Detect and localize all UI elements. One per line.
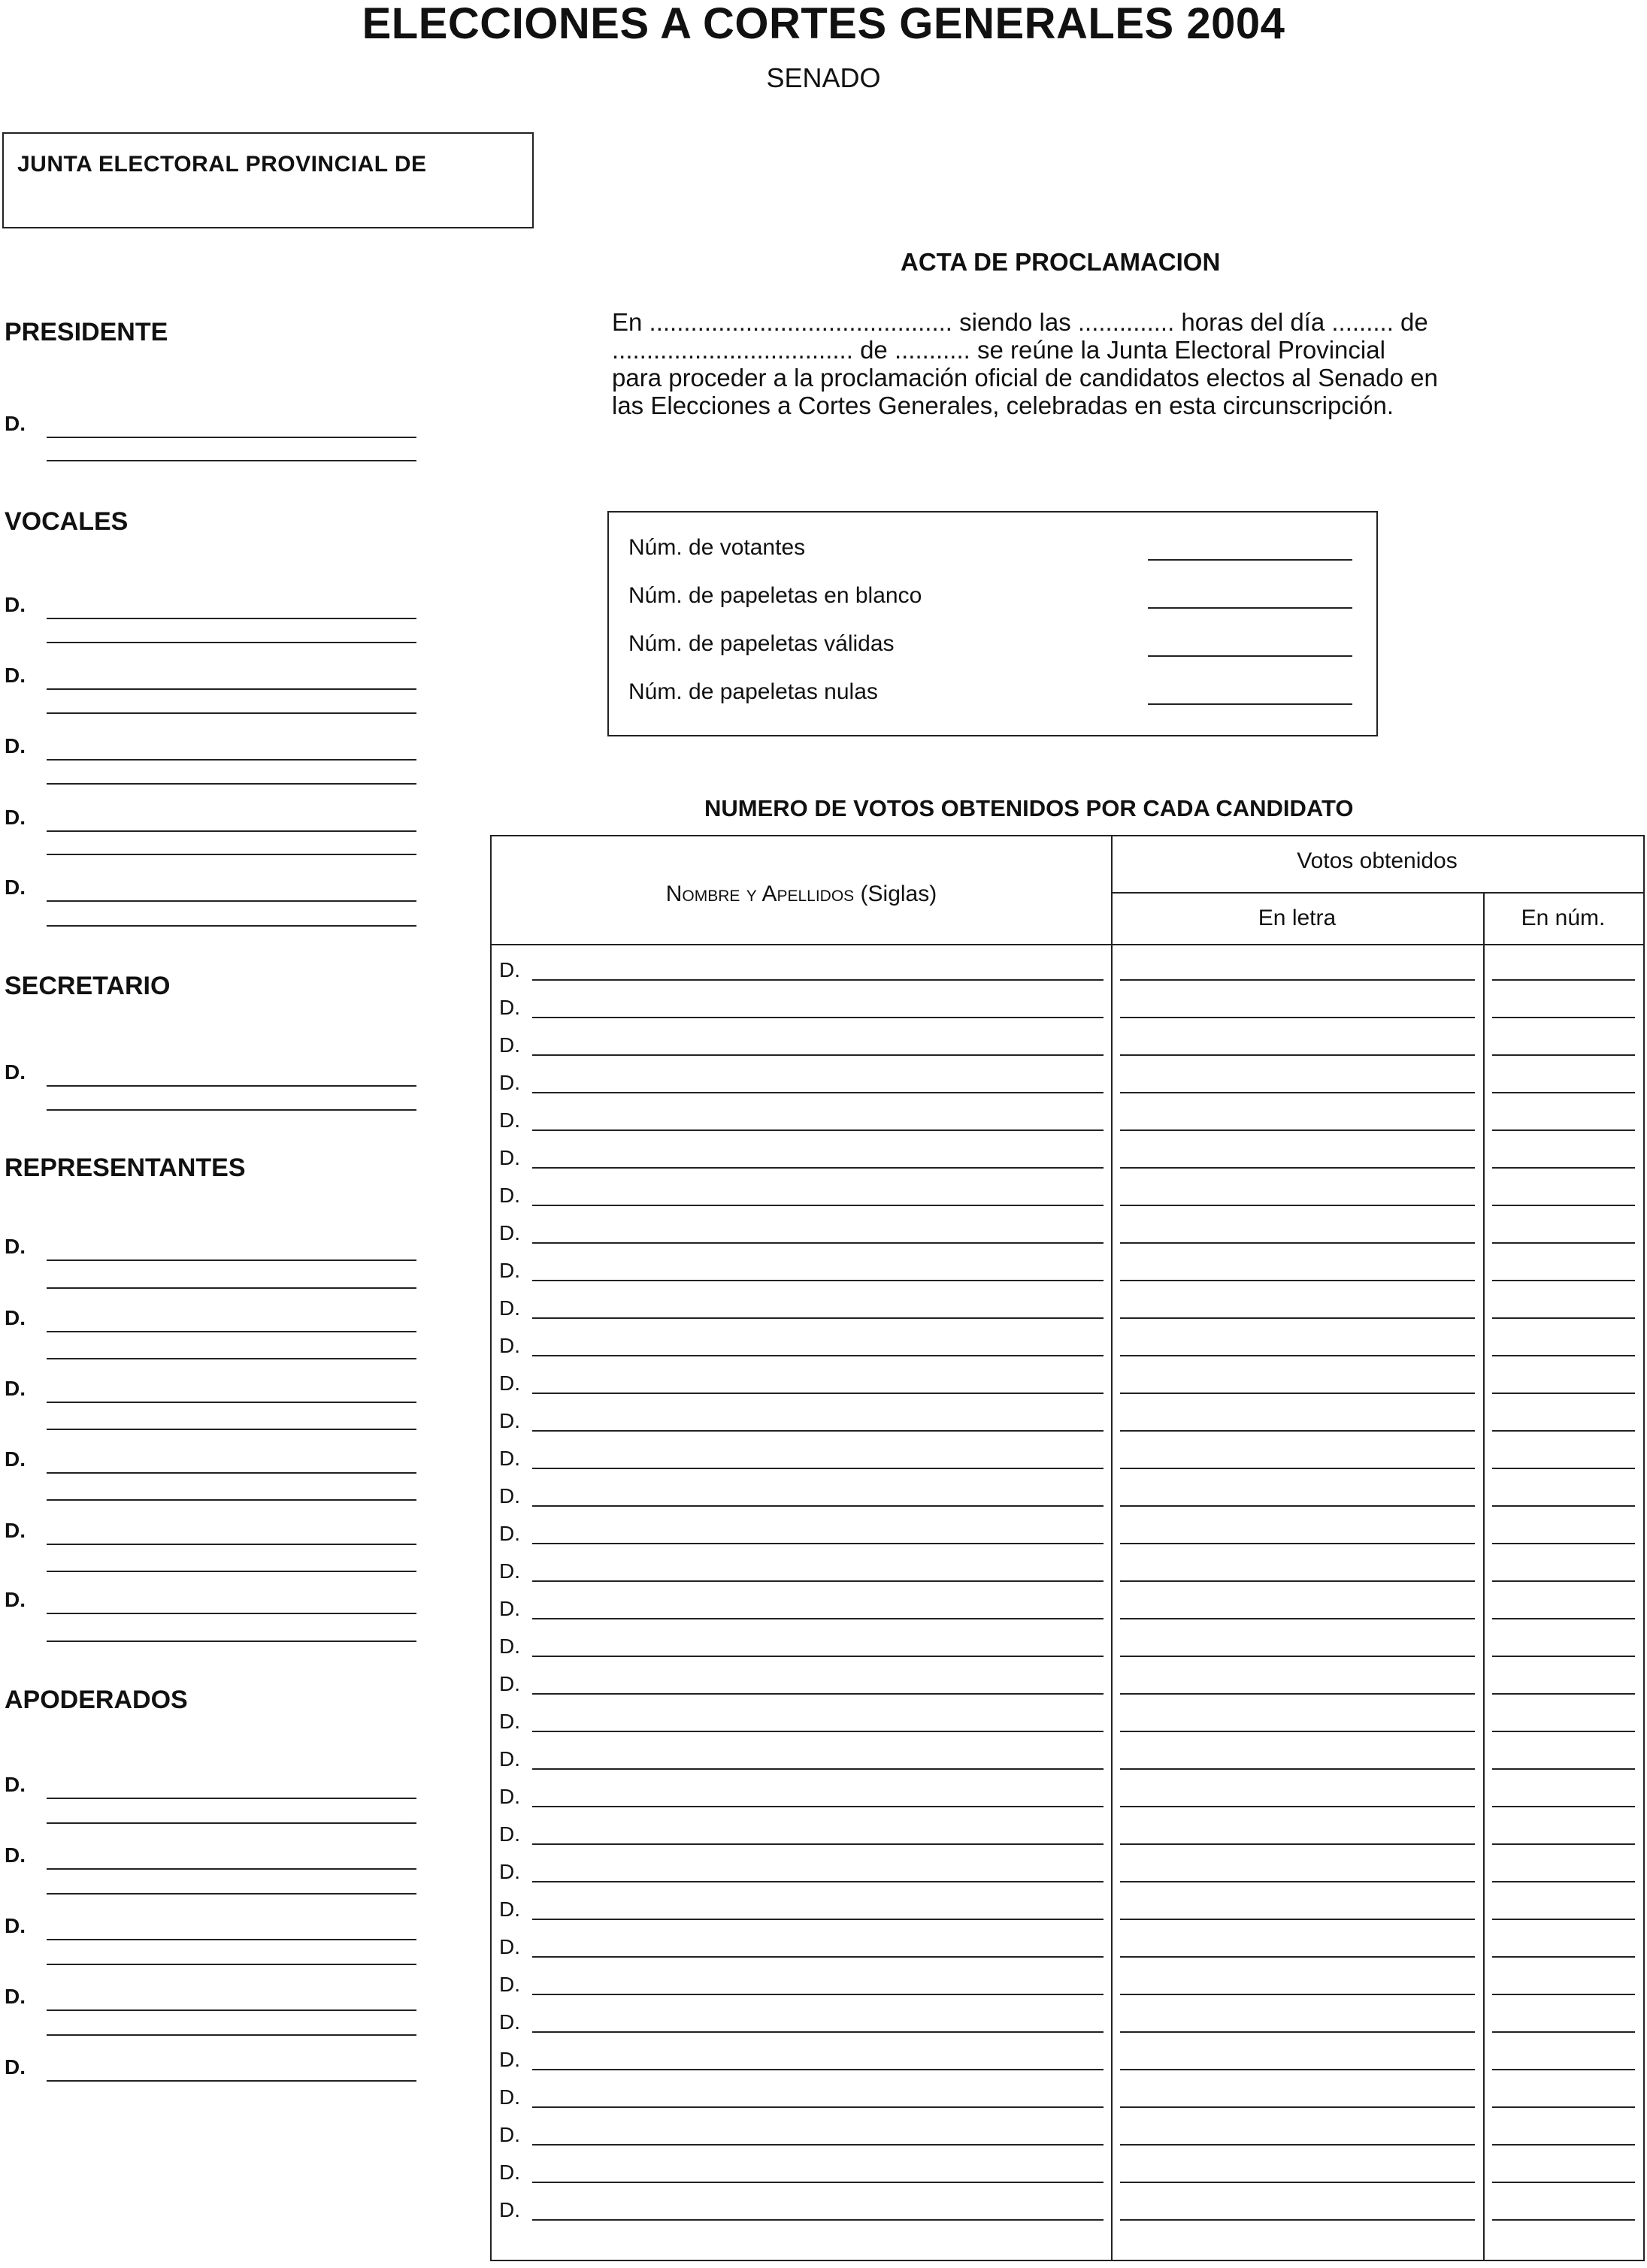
section-secretario: SECRETARIO <box>5 972 171 1000</box>
header-divider <box>1111 892 1643 894</box>
votes-letter-field[interactable] <box>1120 1656 1475 1657</box>
candidate-name-field[interactable] <box>532 1806 1104 1807</box>
header-nombre <box>492 881 1111 907</box>
junta-label: JUNTA ELECTORAL PROVINCIAL DE <box>17 152 427 177</box>
votes-letter-field[interactable] <box>1120 1806 1475 1807</box>
votes-number-field[interactable] <box>1492 1656 1635 1657</box>
votes-letter-field[interactable] <box>1120 2144 1475 2146</box>
candidate-prefix: D. <box>499 1597 520 1620</box>
candidate-prefix: D. <box>499 1259 520 1282</box>
votes-number-field[interactable] <box>1492 1994 1635 1995</box>
signature-prefix: D. <box>5 1843 26 1867</box>
header-en-letra: En letra <box>1258 906 1337 930</box>
candidate-name-field[interactable] <box>532 1881 1104 1882</box>
votes-letter-field[interactable] <box>1120 1167 1475 1169</box>
votes-letter-field[interactable] <box>1120 2069 1475 2070</box>
candidate-prefix: D. <box>499 1146 520 1169</box>
candidate-name-field[interactable] <box>532 1167 1104 1169</box>
candidate-name-field[interactable] <box>532 1280 1104 1281</box>
candidate-prefix: D. <box>499 1071 520 1094</box>
candidate-name-field[interactable] <box>532 1092 1104 1093</box>
candidate-name-field[interactable] <box>532 2182 1104 2183</box>
signature-line[interactable] <box>47 618 416 619</box>
signature-line[interactable] <box>47 1402 416 1403</box>
signature-line[interactable] <box>47 1798 416 1799</box>
section-presidente: PRESIDENTE <box>5 318 168 346</box>
votes-title: NUMERO DE VOTOS OBTENIDOS POR CADA CANDIDATO <box>704 795 1354 821</box>
votes-number-field[interactable] <box>1492 2106 1635 2108</box>
candidate-name-field[interactable] <box>532 1468 1104 1469</box>
signature-line[interactable] <box>47 642 416 643</box>
votes-number-field[interactable] <box>1492 2219 1635 2221</box>
candidate-prefix: D. <box>499 2085 520 2109</box>
votes-number-field[interactable] <box>1492 1167 1635 1169</box>
stat-field-blanco[interactable] <box>1148 607 1352 609</box>
header-en-num: En núm. <box>1521 906 1606 930</box>
signature-prefix: D. <box>5 1306 26 1329</box>
signature-prefix: D. <box>5 1985 26 2008</box>
candidate-name-field[interactable] <box>532 2144 1104 2146</box>
acta-line: En ............................................ siendo las .............. horas del día ......... de <box>612 308 1428 336</box>
votes-number-field[interactable] <box>1492 1393 1635 1394</box>
votes-number-field[interactable] <box>1492 2182 1635 2183</box>
stat-field-votantes[interactable] <box>1148 559 1352 561</box>
votes-number-field[interactable] <box>1492 1919 1635 1920</box>
header-divider <box>492 944 1643 945</box>
votes-letter-field[interactable] <box>1120 1468 1475 1469</box>
votes-letter-field[interactable] <box>1120 1430 1475 1432</box>
votes-letter-field[interactable] <box>1120 2106 1475 2108</box>
votes-letter-field[interactable] <box>1120 1017 1475 1018</box>
signature-prefix: D. <box>5 734 26 758</box>
acta-line: ................................... de ........... se reúne la Junta Electoral Provincial <box>612 336 1385 364</box>
votes-number-field[interactable] <box>1492 1580 1635 1582</box>
votes-table <box>490 835 1645 2261</box>
votes-number-field[interactable] <box>1492 1205 1635 1206</box>
signature-prefix: D. <box>5 806 26 829</box>
votes-number-field[interactable] <box>1492 1317 1635 1319</box>
candidate-name-field[interactable] <box>532 1393 1104 1394</box>
candidate-prefix: D. <box>499 1672 520 1695</box>
candidate-prefix: D. <box>499 1822 520 1846</box>
signature-prefix: D. <box>5 1773 26 1796</box>
signature-line[interactable] <box>47 2080 416 2082</box>
candidate-name-field[interactable] <box>532 2219 1104 2221</box>
votes-letter-field[interactable] <box>1120 1843 1475 1845</box>
candidate-prefix: D. <box>499 1747 520 1771</box>
votes-letter-field[interactable] <box>1120 1129 1475 1131</box>
votes-number-field[interactable] <box>1492 1355 1635 1356</box>
header-nombre-text: Nombre y Apellidos <box>665 881 855 906</box>
votes-number-field[interactable] <box>1492 1956 1635 1958</box>
signature-line[interactable] <box>47 1822 416 1824</box>
candidate-name-field[interactable] <box>532 1017 1104 1018</box>
signature-line[interactable] <box>47 1109 416 1111</box>
signature-line[interactable] <box>47 1613 416 1614</box>
votes-number-field[interactable] <box>1492 1618 1635 1619</box>
signature-line[interactable] <box>47 2009 416 2011</box>
signature-line[interactable] <box>47 460 416 461</box>
signature-prefix: D. <box>5 1588 26 1611</box>
signature-prefix: D. <box>5 875 26 899</box>
candidate-prefix: D. <box>499 1522 520 1545</box>
votes-number-field[interactable] <box>1492 1806 1635 1807</box>
signature-line[interactable] <box>47 1641 416 1642</box>
stat-field-nulas[interactable] <box>1148 703 1352 705</box>
votes-number-field[interactable] <box>1492 2069 1635 2070</box>
candidate-name-field[interactable] <box>532 1242 1104 1244</box>
stats-box <box>607 511 1378 736</box>
votes-number-field[interactable] <box>1492 1242 1635 1244</box>
candidate-prefix: D. <box>499 1860 520 1883</box>
candidate-prefix: D. <box>499 2161 520 2184</box>
votes-letter-field[interactable] <box>1120 1543 1475 1544</box>
votes-letter-field[interactable] <box>1120 1618 1475 1619</box>
stat-label-nulas: Núm. de papeletas nulas <box>628 679 878 704</box>
acta-title: ACTA DE PROCLAMACION <box>901 248 1221 276</box>
votes-letter-field[interactable] <box>1120 1768 1475 1770</box>
candidate-name-field[interactable] <box>532 1355 1104 1356</box>
acta-text <box>612 308 1642 419</box>
signature-line[interactable] <box>47 1868 416 1870</box>
signature-line[interactable] <box>47 783 416 785</box>
votes-letter-field[interactable] <box>1120 1919 1475 1920</box>
signature-prefix: D. <box>5 1519 26 1542</box>
votes-letter-field[interactable] <box>1120 1355 1475 1356</box>
candidate-prefix: D. <box>499 1221 520 1244</box>
candidate-prefix: D. <box>499 1371 520 1395</box>
candidate-prefix: D. <box>499 1785 520 1808</box>
candidate-name-field[interactable] <box>532 1129 1104 1131</box>
signature-line[interactable] <box>47 925 416 927</box>
votes-letter-field[interactable] <box>1120 1994 1475 1995</box>
candidate-name-field[interactable] <box>532 2031 1104 2033</box>
signature-prefix: D. <box>5 1447 26 1471</box>
candidate-prefix: D. <box>499 958 520 981</box>
candidate-prefix: D. <box>499 1108 520 1132</box>
junta-box <box>2 132 534 228</box>
signature-line[interactable] <box>47 900 416 902</box>
candidate-name-field[interactable] <box>532 1580 1104 1582</box>
signature-line[interactable] <box>47 1939 416 1940</box>
candidate-name-field[interactable] <box>532 1543 1104 1544</box>
signature-line[interactable] <box>47 437 416 438</box>
votes-number-field[interactable] <box>1492 1468 1635 1469</box>
votes-letter-field[interactable] <box>1120 1956 1475 1958</box>
votes-letter-field[interactable] <box>1120 1505 1475 1507</box>
votes-number-field[interactable] <box>1492 2031 1635 2033</box>
column-divider <box>1483 892 1485 2260</box>
candidate-prefix: D. <box>499 1484 520 1507</box>
votes-letter-field[interactable] <box>1120 1092 1475 1093</box>
votes-letter-field[interactable] <box>1120 1731 1475 1732</box>
candidate-prefix: D. <box>499 1898 520 1921</box>
votes-number-field[interactable] <box>1492 1881 1635 1882</box>
candidate-prefix: D. <box>499 1710 520 1733</box>
votes-number-field[interactable] <box>1492 1092 1635 1093</box>
candidate-name-field[interactable] <box>532 1768 1104 1770</box>
candidate-prefix: D. <box>499 2010 520 2034</box>
signature-line[interactable] <box>47 688 416 690</box>
candidate-prefix: D. <box>499 1334 520 1357</box>
signature-line[interactable] <box>47 2034 416 2036</box>
candidate-name-field[interactable] <box>532 1919 1104 1920</box>
votes-number-field[interactable] <box>1492 1505 1635 1507</box>
candidate-name-field[interactable] <box>532 1430 1104 1432</box>
signature-prefix: D. <box>5 412 26 435</box>
stat-label-blanco: Núm. de papeletas en blanco <box>628 583 922 608</box>
signature-line[interactable] <box>47 1429 416 1430</box>
candidate-prefix: D. <box>499 2123 520 2146</box>
votes-number-field[interactable] <box>1492 1129 1635 1131</box>
signature-line[interactable] <box>47 1499 416 1501</box>
signature-prefix: D. <box>5 1235 26 1258</box>
signature-line[interactable] <box>47 712 416 714</box>
votes-number-field[interactable] <box>1492 1768 1635 1770</box>
column-divider <box>1111 836 1113 2260</box>
signature-prefix: D. <box>5 664 26 687</box>
acta-line: para proceder a la proclamación oficial de candidatos electos al Senado en <box>612 364 1438 392</box>
signature-line[interactable] <box>47 759 416 761</box>
signature-prefix: D. <box>5 1060 26 1084</box>
votes-letter-field[interactable] <box>1120 2182 1475 2183</box>
candidate-name-field[interactable] <box>532 1054 1104 1056</box>
signature-line[interactable] <box>47 1544 416 1545</box>
candidate-name-field[interactable] <box>532 1317 1104 1319</box>
votes-letter-field[interactable] <box>1120 1054 1475 1056</box>
votes-letter-field[interactable] <box>1120 1881 1475 1882</box>
section-vocales: VOCALES <box>5 507 129 536</box>
document-title: ELECCIONES A CORTES GENERALES 2004 <box>362 0 1285 48</box>
candidate-prefix: D. <box>499 1409 520 1432</box>
candidate-prefix: D. <box>499 2198 520 2221</box>
candidate-prefix: D. <box>499 996 520 1019</box>
votes-number-field[interactable] <box>1492 2144 1635 2146</box>
header-votos-obtenidos: Votos obtenidos <box>1297 848 1458 873</box>
votes-letter-field[interactable] <box>1120 2031 1475 2033</box>
signature-prefix: D. <box>5 593 26 616</box>
votes-letter-field[interactable] <box>1120 1242 1475 1244</box>
votes-number-field[interactable] <box>1492 1693 1635 1695</box>
signature-prefix: D. <box>5 1914 26 1937</box>
votes-number-field[interactable] <box>1492 1054 1635 1056</box>
header-siglas-text: (Siglas) <box>860 881 937 906</box>
signature-line[interactable] <box>47 1358 416 1359</box>
candidate-name-field[interactable] <box>532 1956 1104 1958</box>
votes-number-field[interactable] <box>1492 1430 1635 1432</box>
signature-line[interactable] <box>47 1259 416 1261</box>
stat-label-validas: Núm. de papeletas válidas <box>628 631 895 656</box>
candidate-prefix: D. <box>499 1973 520 1996</box>
signature-line[interactable] <box>47 830 416 832</box>
candidate-name-field[interactable] <box>532 2069 1104 2070</box>
acta-line: las Elecciones a Cortes Generales, celebradas en esta circunscripción. <box>612 392 1394 419</box>
votes-letter-field[interactable] <box>1120 1317 1475 1319</box>
candidate-prefix: D. <box>499 1559 520 1583</box>
votes-number-field[interactable] <box>1492 1543 1635 1544</box>
candidate-prefix: D. <box>499 1634 520 1658</box>
signature-prefix: D. <box>5 1377 26 1400</box>
candidate-name-field[interactable] <box>532 1994 1104 1995</box>
signature-line[interactable] <box>47 1893 416 1895</box>
section-representantes: REPRESENTANTES <box>5 1154 246 1182</box>
candidate-prefix: D. <box>499 1447 520 1470</box>
candidate-name-field[interactable] <box>532 1205 1104 1206</box>
candidate-name-field[interactable] <box>532 2106 1104 2108</box>
candidate-name-field[interactable] <box>532 1656 1104 1657</box>
candidate-prefix: D. <box>499 1935 520 1958</box>
candidate-name-field[interactable] <box>532 1731 1104 1732</box>
signature-line[interactable] <box>47 1331 416 1332</box>
candidate-prefix: D. <box>499 1033 520 1057</box>
votes-letter-field[interactable] <box>1120 1693 1475 1695</box>
candidate-name-field[interactable] <box>532 1693 1104 1695</box>
votes-number-field[interactable] <box>1492 1280 1635 1281</box>
signature-line[interactable] <box>47 1287 416 1289</box>
votes-number-field[interactable] <box>1492 1843 1635 1845</box>
stat-field-validas[interactable] <box>1148 655 1352 657</box>
candidate-name-field[interactable] <box>532 979 1104 981</box>
candidate-name-field[interactable] <box>532 1618 1104 1619</box>
votes-number-field[interactable] <box>1492 1731 1635 1732</box>
candidate-prefix: D. <box>499 1184 520 1207</box>
candidate-prefix: D. <box>499 2048 520 2071</box>
signature-prefix: D. <box>5 2055 26 2079</box>
votes-letter-field[interactable] <box>1120 1393 1475 1394</box>
votes-letter-field[interactable] <box>1120 1205 1475 1206</box>
candidate-name-field[interactable] <box>532 1505 1104 1507</box>
votes-letter-field[interactable] <box>1120 1280 1475 1281</box>
stat-label-votantes: Núm. de votantes <box>628 535 806 560</box>
signature-line[interactable] <box>47 1472 416 1474</box>
signature-line[interactable] <box>47 1571 416 1572</box>
section-apoderados: APODERADOS <box>5 1686 188 1714</box>
candidate-name-field[interactable] <box>532 1843 1104 1845</box>
votes-number-field[interactable] <box>1492 1017 1635 1018</box>
signature-line[interactable] <box>47 854 416 855</box>
votes-number-field[interactable] <box>1492 979 1635 981</box>
votes-letter-field[interactable] <box>1120 2219 1475 2221</box>
signature-line[interactable] <box>47 1085 416 1087</box>
candidate-prefix: D. <box>499 1296 520 1320</box>
signature-line[interactable] <box>47 1964 416 1965</box>
votes-letter-field[interactable] <box>1120 1580 1475 1582</box>
document-subtitle: SENADO <box>766 62 881 93</box>
votes-letter-field[interactable] <box>1120 979 1475 981</box>
